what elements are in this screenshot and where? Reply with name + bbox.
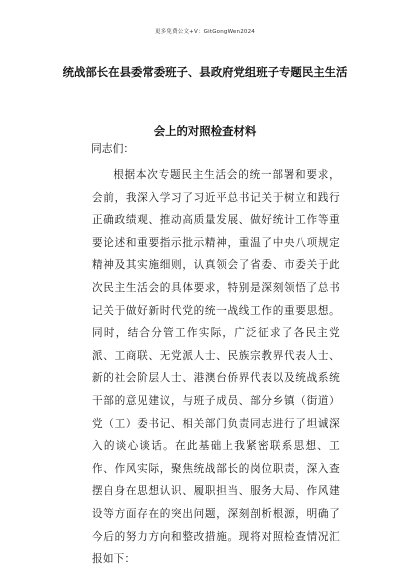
header-note: 更多免费公文+V：GitGongWen2024 (154, 29, 255, 35)
salutation: 同志们： (91, 142, 135, 155)
body-paragraph: 根据本次专题民主生活会的统一部署和要求，会前，我深入学习了习近平总书记关于树立和践行正确政绩观、推动高质量发展、做好统计工作等重要论述和重要指示批示精神，重温了中央八项规定精神及其实施细则，认真领会了省委、市委关于此次民主生活会的具体要求，特别是深刻领悟了总书记关于做好新时代党的统一战线工作的重要思想。同时，结合分管工作实际，广泛征求了各民主党派、工商联、无党派人士、民族宗教界代表人士、新的社会阶层人士、港澳台侨界代表以及统战系统干部的意见建议，与班子成员、部分乡镇（街道）党（工）委书记、相关部门负责同志进行了坦诚深入的谈心谈话。在此基础上我紧密联系思想、工作、作风实际，聚焦统战部长的岗位职责，深入查摆自身在思想认识、履职担当、服务大局、作风建设等方面存在的突出问题，深刻剖析根源，明确了今后的努力方向和整改措施。现将对照检查情况汇报如下： (92, 169, 340, 566)
title-line-1: 统战部长在县委常委班子、县政府党组班子专题民主生活 (62, 65, 348, 79)
title-line-2: 会上的对照检查材料 (153, 124, 257, 138)
